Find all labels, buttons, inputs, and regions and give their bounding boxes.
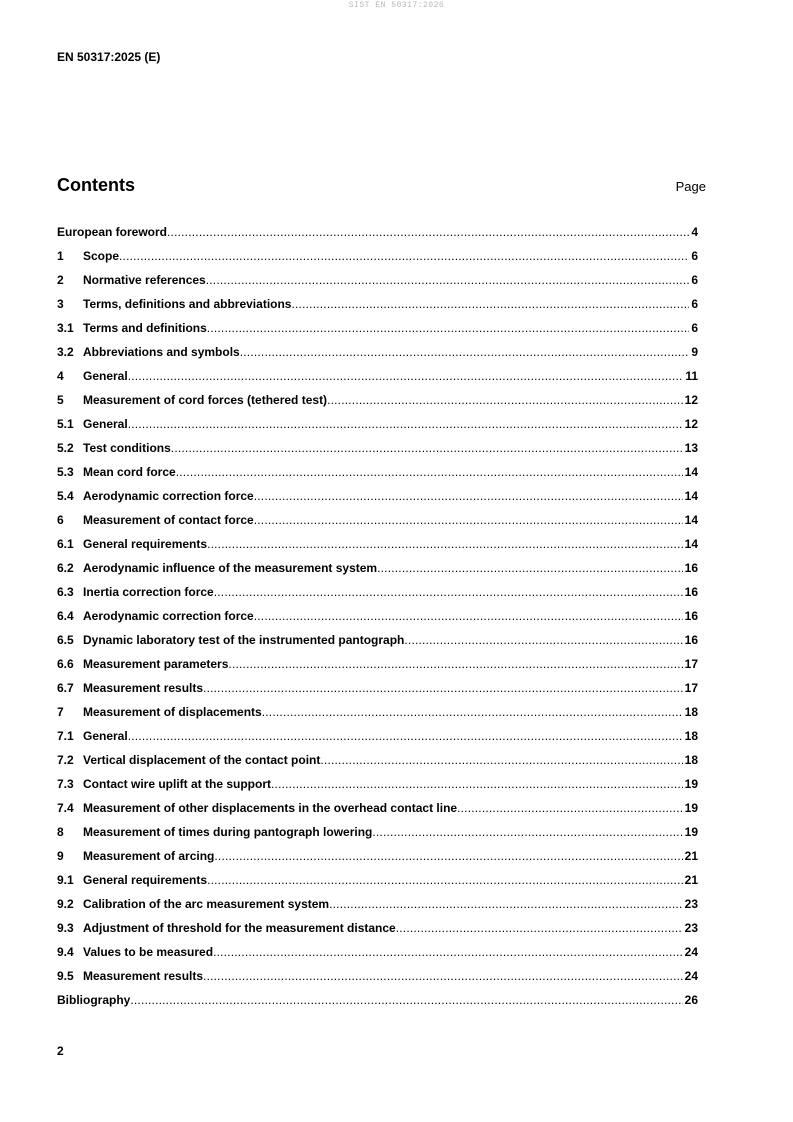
toc-entry-number: 9.4 — [57, 945, 74, 959]
toc-entry-number: 7.3 — [57, 777, 74, 791]
toc-dot-leader — [372, 824, 682, 841]
toc-entry[interactable] — [57, 368, 698, 392]
toc-entry-number: 5.4 — [57, 489, 74, 503]
toc-dot-leader — [228, 656, 682, 673]
toc-dot-leader — [176, 464, 683, 481]
toc-entry-number: 6.1 — [57, 537, 74, 551]
toc-entry-title: Test conditions — [83, 441, 171, 455]
toc-entry-page: 14 — [684, 489, 698, 503]
toc-entry-title: Aerodynamic correction force — [83, 489, 254, 503]
toc-entry-title: Measurement of times during pantograph lowering — [83, 825, 373, 839]
toc-dot-leader — [203, 968, 683, 985]
toc-entry-title: Aerodynamic correction force — [83, 609, 254, 623]
toc-entry-page: 9 — [691, 345, 698, 359]
toc-entry-title: General — [83, 369, 128, 383]
toc-dot-leader — [214, 848, 682, 865]
toc-entry[interactable] — [57, 224, 698, 248]
toc-dot-leader — [320, 752, 682, 769]
toc-entry[interactable] — [57, 296, 698, 320]
toc-dot-leader — [167, 224, 689, 241]
toc-entry-page: 12 — [684, 417, 698, 431]
toc-entry-page: 23 — [684, 921, 698, 935]
toc-entry-page: 14 — [684, 465, 698, 479]
toc-entry-title: Measurement of contact force — [83, 513, 254, 527]
toc-dot-leader — [171, 440, 683, 457]
toc-entry-number: 3.1 — [57, 321, 74, 335]
toc-entry-title: Measurement of displacements — [83, 705, 262, 719]
toc-entry-number: 9.5 — [57, 969, 74, 983]
toc-entry-page: 18 — [684, 753, 698, 767]
toc-entry[interactable] — [57, 776, 698, 800]
toc-entry-page: 12 — [684, 393, 698, 407]
toc-entry-page: 24 — [684, 945, 698, 959]
toc-entry[interactable] — [57, 992, 698, 1016]
toc-entry[interactable] — [57, 488, 698, 512]
toc-entry-page: 16 — [684, 561, 698, 575]
toc-entry-page: 4 — [691, 225, 698, 239]
toc-entry-page: 16 — [684, 585, 698, 599]
toc-entry[interactable] — [57, 512, 698, 536]
toc-entry-number: 9.2 — [57, 897, 74, 911]
toc-entry-title: Normative references — [83, 273, 206, 287]
toc-entry-number: 6 — [57, 513, 64, 527]
toc-dot-leader — [457, 800, 683, 817]
toc-entry[interactable] — [57, 704, 698, 728]
toc-entry-number: 6.3 — [57, 585, 74, 599]
toc-entry-number: 5.2 — [57, 441, 74, 455]
toc-entry-number: 1 — [57, 249, 64, 263]
toc-entry[interactable] — [57, 440, 698, 464]
toc-entry-number: 3 — [57, 297, 64, 311]
toc-entry[interactable] — [57, 872, 698, 896]
toc-entry[interactable] — [57, 848, 698, 872]
toc-dot-leader — [207, 536, 683, 553]
toc-entry-title: Measurement of arcing — [83, 849, 215, 863]
toc-entry-number: 6.6 — [57, 657, 74, 671]
toc-dot-leader — [254, 608, 683, 625]
toc-entry-title: General requirements — [83, 873, 208, 887]
toc-entry-number: 5.1 — [57, 417, 74, 431]
toc-entry-number: 4 — [57, 369, 64, 383]
toc-entry-title: Measurement parameters — [83, 657, 229, 671]
toc-entry-page: 14 — [684, 513, 698, 527]
toc-entry[interactable] — [57, 416, 698, 440]
toc-entry-page: 6 — [691, 321, 698, 335]
toc-dot-leader — [271, 776, 683, 793]
toc-dot-leader — [213, 944, 683, 961]
toc-entry-page: 18 — [684, 705, 698, 719]
toc-entry-page: 18 — [684, 729, 698, 743]
toc-dot-leader — [396, 920, 683, 937]
toc-entry[interactable] — [57, 968, 698, 992]
toc-entry[interactable] — [57, 656, 698, 680]
toc-entry[interactable] — [57, 344, 698, 368]
toc-entry-number: 5 — [57, 393, 64, 407]
toc-entry-title: Aerodynamic influence of the measurement system — [83, 561, 378, 575]
toc-entry-number: 7.1 — [57, 729, 74, 743]
toc-dot-leader — [207, 872, 683, 889]
toc-dot-leader — [329, 896, 683, 913]
toc-entry-title: Vertical displacement of the contact point — [83, 753, 321, 767]
toc-entry-number: 9.3 — [57, 921, 74, 935]
toc-dot-leader — [254, 512, 683, 529]
toc-entry-number: 6.4 — [57, 609, 74, 623]
toc-dot-leader — [130, 992, 682, 1009]
toc-entry-number: 6.7 — [57, 681, 74, 695]
toc-entry-title: Measurement of other displacements in the overhead contact line — [83, 801, 458, 815]
toc-entry-page: 11 — [685, 369, 698, 383]
toc-entry[interactable] — [57, 272, 698, 296]
toc-entry-title: Adjustment of threshold for the measurement distance — [83, 921, 396, 935]
toc-entry-title: Contact wire uplift at the support — [83, 777, 271, 791]
toc-dot-leader — [327, 392, 683, 409]
toc-entry-title: Abbreviations and symbols — [83, 345, 240, 359]
page-number: 2 — [57, 1044, 64, 1058]
toc-entry-title: Scope — [83, 249, 120, 263]
toc-dot-leader — [404, 632, 682, 649]
toc-entry-number: 9.1 — [57, 873, 74, 887]
toc-entry-page: 19 — [684, 801, 698, 815]
toc-entry-title: General — [83, 729, 128, 743]
toc-entry[interactable] — [57, 320, 698, 344]
toc-entry-title: General requirements — [83, 537, 208, 551]
toc-entry-number: 3.2 — [57, 345, 74, 359]
watermark: SIST EN 50317:2026 — [348, 1, 445, 10]
toc-entry-number: 2 — [57, 273, 64, 287]
toc-entry[interactable] — [57, 920, 698, 944]
toc-entry-title: Values to be measured — [83, 945, 214, 959]
toc-entry-page: 19 — [684, 777, 698, 791]
toc-entry-number: 7.2 — [57, 753, 74, 767]
toc-entry-number: 5.3 — [57, 465, 74, 479]
toc-dot-leader — [240, 344, 690, 361]
toc-dot-leader — [206, 272, 690, 289]
toc-entry-page: 14 — [684, 537, 698, 551]
toc-entry-number: 7.4 — [57, 801, 74, 815]
toc-entry-page: 13 — [684, 441, 698, 455]
toc-entry[interactable] — [57, 584, 698, 608]
toc-entry[interactable] — [57, 464, 698, 488]
toc-entry[interactable] — [57, 248, 698, 272]
toc-entry-number: 9 — [57, 849, 64, 863]
toc-entry-number: 6.2 — [57, 561, 74, 575]
toc-dot-leader — [207, 320, 690, 337]
toc-entry-page: 6 — [691, 297, 698, 311]
toc-entry-page: 6 — [691, 249, 698, 263]
toc-entry-number: 6.5 — [57, 633, 74, 647]
toc-entry-page: 16 — [684, 633, 698, 647]
toc-entry[interactable] — [57, 944, 698, 968]
toc-entry[interactable] — [57, 728, 698, 752]
table-of-contents — [57, 224, 698, 1016]
toc-dot-leader — [291, 296, 689, 313]
toc-entry-title: European foreword — [57, 225, 168, 239]
toc-entry[interactable] — [57, 680, 698, 704]
toc-entry-number: 7 — [57, 705, 64, 719]
toc-entry[interactable] — [57, 392, 698, 416]
document-id: EN 50317:2025 (E) — [57, 50, 161, 64]
toc-entry-title: Measurement of cord forces (tethered test) — [83, 393, 328, 407]
toc-entry[interactable] — [57, 536, 698, 560]
toc-entry-page: 16 — [684, 609, 698, 623]
toc-entry-title: Inertia correction force — [83, 585, 214, 599]
toc-entry[interactable] — [57, 824, 698, 848]
toc-entry-title: Mean cord force — [83, 465, 176, 479]
toc-dot-leader — [214, 584, 683, 601]
toc-entry-number: 8 — [57, 825, 64, 839]
toc-entry-title: General — [83, 417, 128, 431]
toc-entry-page: 24 — [684, 969, 698, 983]
toc-entry[interactable] — [57, 632, 698, 656]
toc-entry-page: 17 — [684, 657, 698, 671]
toc-entry-title: Dynamic laboratory test of the instrumented pantograph — [83, 633, 405, 647]
toc-entry-page: 21 — [684, 873, 698, 887]
contents-title: Contents — [57, 175, 135, 195]
toc-entry-page: 23 — [684, 897, 698, 911]
toc-entry[interactable] — [57, 752, 698, 776]
toc-dot-leader — [119, 248, 689, 265]
toc-entry-page: 26 — [684, 993, 698, 1007]
toc-entry[interactable] — [57, 560, 698, 584]
toc-dot-leader — [254, 488, 683, 505]
toc-entry-title: Terms, definitions and abbreviations — [83, 297, 292, 311]
page-column-label: Page — [675, 179, 706, 194]
toc-dot-leader — [128, 416, 683, 433]
toc-dot-leader — [377, 560, 683, 577]
toc-entry-page: 17 — [684, 681, 698, 695]
toc-entry-title: Measurement results — [83, 969, 204, 983]
toc-dot-leader — [128, 728, 683, 745]
toc-entry[interactable] — [57, 896, 698, 920]
toc-entry-page: 21 — [684, 849, 698, 863]
toc-entry-page: 6 — [691, 273, 698, 287]
toc-entry[interactable] — [57, 800, 698, 824]
toc-entry-title: Measurement results — [83, 681, 204, 695]
toc-entry-page: 19 — [684, 825, 698, 839]
toc-dot-leader — [128, 368, 684, 385]
toc-entry[interactable] — [57, 608, 698, 632]
toc-dot-leader — [262, 704, 683, 721]
toc-dot-leader — [203, 680, 683, 697]
toc-entry-title: Bibliography — [57, 993, 131, 1007]
toc-entry-title: Calibration of the arc measurement system — [83, 897, 330, 911]
toc-entry-title: Terms and definitions — [83, 321, 207, 335]
